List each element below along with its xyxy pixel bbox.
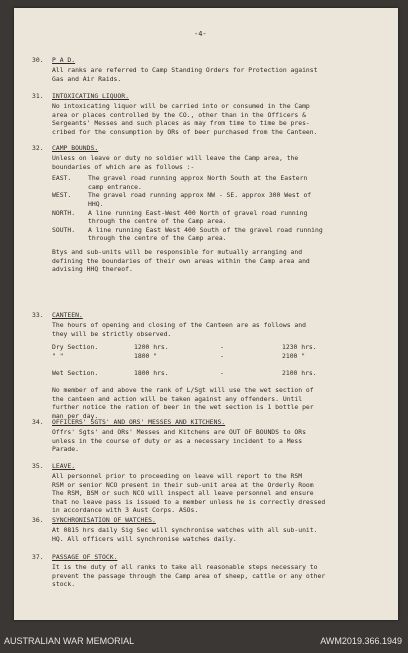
section-text: At 0815 hrs daily Sig Sec will synchronise watches with all sub-unit. HQ. All officers will synchronise watches daily.: [52, 526, 318, 543]
bound-label: EAST.: [52, 174, 72, 183]
bound-text: A line running East West 400 South of the gravel road running: [88, 225, 323, 234]
section-text: No intoxicating liquor will be carried into or consumed in the Camp area or places controlled by the CO., other than in the Officers & Sergeants' Messes and such places as may from time to time be pres- cribed for the consumption by ORs of beer purchased from the Canteen.: [52, 102, 318, 136]
section-33: [32, 311, 388, 420]
section-35: [32, 462, 388, 515]
hours-dash: -: [220, 343, 224, 352]
section-number: 30.: [32, 56, 44, 64]
section-outro: No member of and above the rank of L/Sgt will use the wet section of the canteen and action will be taken against any offenders. Until further notice the ration of beer in the wet section is 1 bottle per man per day.: [52, 385, 314, 420]
section-title: CAMP BOUNDS.: [52, 144, 99, 152]
bound-text: The gravel road running approx NW - SE. approx 300 West of: [88, 191, 312, 200]
section-text: Offrs' Sgts' and ORs' Messes and Kitchens are OUT OF BOUNDS to ORs unless in the course of duty or as a necessary incident to a Mess Parade.: [52, 428, 306, 454]
section-30: [32, 56, 388, 83]
hours-from: 1800 hrs.: [134, 369, 169, 378]
hours-dash: -: [220, 351, 224, 360]
hours-to: 1230 hrs.: [282, 343, 317, 352]
footer-accession-number: AWM2019.366.1949: [320, 636, 402, 646]
section-number: 31.: [32, 92, 44, 100]
section-number: 33.: [32, 311, 44, 319]
hours-label: Dry Section.: [52, 343, 99, 352]
section-title: OFFICERS' SGTS' AND ORS' MESSES AND KITCHENS.: [52, 418, 226, 426]
hours-label: Wet Section.: [52, 369, 99, 378]
archive-footer: [0, 628, 408, 653]
section-title: LEAVE.: [52, 462, 76, 470]
section-number: 35.: [32, 462, 44, 470]
section-title: CANTEEN.: [52, 311, 83, 319]
bound-label: SOUTH.: [52, 225, 76, 234]
bound-text: The gravel road running approx North South at the Eastern: [88, 174, 308, 183]
section-32: [32, 144, 388, 274]
hours-from: 1200 hrs.: [134, 343, 169, 352]
hours-from: 1800 ": [134, 351, 158, 360]
bound-text: through the centre of the Camp area.: [88, 217, 227, 226]
section-text: All ranks are referred to Camp Standing Orders for Protection against Gas and Air Raids.: [52, 66, 318, 83]
hours-to: 2100 ": [282, 351, 306, 360]
document-page: [14, 8, 398, 620]
section-number: 36.: [32, 516, 44, 524]
hours-to: 2100 hrs.: [282, 369, 317, 378]
section-36: [32, 516, 388, 543]
hours-label: " ": [52, 351, 64, 360]
section-number: 32.: [32, 144, 44, 152]
page-number: -4-: [194, 30, 207, 38]
section-number: 37.: [32, 553, 44, 561]
section-31: [32, 92, 388, 136]
hours-dash: -: [220, 369, 224, 378]
section-outro: Btys and sub-units will be responsible for mutually arranging and defining the boundaries of their own areas within the Camp area and advising HHQ thereof.: [52, 247, 310, 274]
bound-text: HHQ.: [88, 199, 104, 208]
bound-text: A line running East-West 400 North of gravel road running: [88, 208, 308, 217]
section-37: [32, 553, 388, 589]
section-title: P A D.: [52, 56, 76, 64]
section-title: SYNCHRONISATION OF WATCHES.: [52, 516, 156, 524]
section-text: It is the duty of all ranks to take all reasonable steps necessary to prevent the passage through the Camp area of sheep, cattle or any other stock.: [52, 563, 326, 589]
section-34: [32, 418, 388, 454]
bound-label: WEST.: [52, 191, 72, 200]
section-title: PASSAGE OF STOCK.: [52, 553, 118, 561]
section-intro: The hours of opening and closing of the Canteen are as follows and they will be strictly observed.: [52, 321, 306, 338]
footer-institution: AUSTRALIAN WAR MEMORIAL: [4, 636, 135, 646]
section-intro: Unless on leave or duty no soldier will leave the Camp area, the boundaries of which are as follows :-: [52, 154, 299, 171]
bound-label: NORTH.: [52, 208, 76, 217]
section-text: All personnel prior to proceeding on leave will report to the RSM RSM or senior NCO present in their sub-unit area at the Orderly Room The RSM, BSM or such NCO will inspect all leave personnel and ensure that no leave pass is issued to a member unless he is correctly dressed in accordance with 3 Aust Corps. ASOs.: [52, 472, 326, 515]
bound-text: camp entrance.: [88, 182, 142, 191]
bound-text: through the centre of the Camp area.: [88, 234, 227, 243]
section-number: 34.: [32, 418, 44, 426]
section-title: INTOXICATING LIQUOR.: [52, 92, 129, 100]
